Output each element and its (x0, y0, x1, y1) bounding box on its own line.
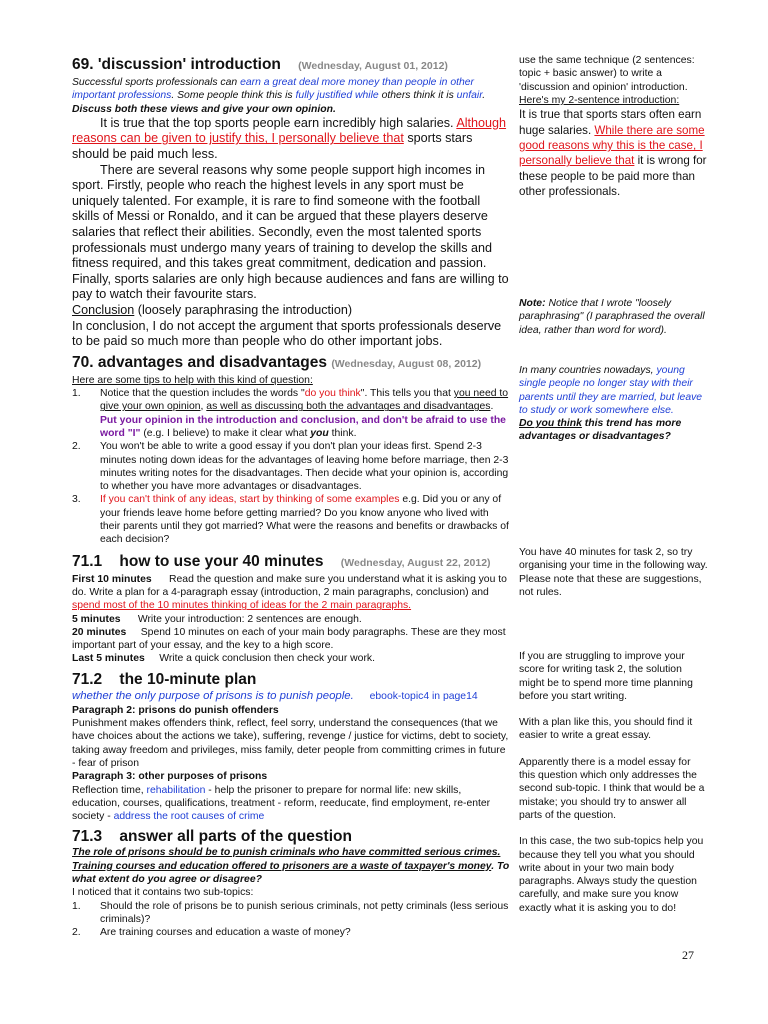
section-71-3-heading: 71.3 answer all parts of the question (72, 828, 352, 846)
tips-list-70 (72, 387, 510, 547)
section-70-heading (72, 353, 510, 374)
time-plan-3: 20 minutes Spend 10 minutes on each of your main body paragraphs. These are they most important part of your essay, and the key to a high score. (72, 626, 506, 652)
question-69-instruction: Discuss both these views and give your own opinion. (72, 103, 336, 115)
conclusion-69-label: Conclusion (loosely paraphrasing the introduction) (72, 303, 353, 318)
time-plan-2: 5 minutes Write your introduction: 2 sentences are enough. (72, 613, 362, 625)
section-71-2-heading: 71.2 the 10-minute plan (72, 670, 257, 688)
page-number: 27 (682, 948, 694, 962)
list-item: 1. Notice that the question includes the words "do you think". This tells you that you need to give your own opinion, as well as discussing both the advantages and disadvantages. Put your opinion in the introduction and conclusion, and don't be afraid to use the word "I" (e.g. I believe) to make it clear what you think. (72, 388, 509, 439)
time-plan-4: Last 5 minutes Write a quick conclusion then check your work. (72, 653, 376, 665)
section-date: (Wednesday, August 22, 2012) (340, 556, 491, 569)
question-69: Successful sports professionals can earn a great deal more money than people in other important professions. Some people think this is fully justified while others think it is unfair. (72, 77, 486, 102)
section-title: 70. advantages and disadvantages (72, 353, 327, 371)
question-71-3: The role of prisons should be to punish criminals who have committed serious crimes. Training courses and education offered to prisoners are a waste of taxpayer's money. To what extent do you agree or disagree? (72, 847, 510, 885)
section-71-1-heading: 71.1 how to use your 40 minutes (Wednesday, August 22, 2012) (72, 552, 491, 570)
intro-69: It is true that the top sports people earn incredibly high salaries. Although reasons can be given to justify this, I personally believe that sports stars should be paid much less. (72, 115, 507, 162)
para2-notes: Punishment makes offenders think, reflect, feel sorry, understand the consequences (that we have choices about the actions we take), suffering, revenge / justice for victims, debt to society, taking away freedom and privileges, miss family, deter people from committing crimes in future - fear of prison (72, 718, 509, 769)
list-item: 3. If you can't think of any ideas, start by thinking of some examples e.g. Did you or any of your friends leave home before getting married? Do you know anyone who lived with their parents until they got married? What were the reasons and benefits or drawbacks of each decision? (72, 494, 509, 546)
side-note-paraphrase: Note: Notice that I wrote "loosely paraphrasing" (I paraphrased the overall idea, rather than word for word). (519, 298, 705, 336)
subtopics-note: I noticed that it contains two sub-topics: (72, 887, 254, 899)
para2-heading: Paragraph 2: prisons do punish offenders (72, 704, 279, 716)
body-69: There are several reasons why some people support high incomes in sport. Firstly, people who reach the highest levels in any sport must be uniquely talented. For example, it is rare to find someone with the football skills of Messi or Ronaldo, and it can be argued that these players deserve salaries that reflect their abilities. Secondly, even the most talented sports professionals must undergo many years of training to develop the skills and fitness required, and this takes great commitment, dedication and passion. Finally, sports salaries are only high because audiences and fans are willing to pay to watch their favourite stars. (72, 162, 509, 302)
para3-notes: Reflection time, rehabilitation - help the prisoner to prepare for normal life: new skills, education, courses, qualifications, treatment - reform, reeducate, find employment, re-enter society - address the root causes of crime (72, 784, 491, 823)
question-71-2: whether the only purpose of prisons is to punish people. ebook-topic4 in page14 (72, 689, 478, 702)
time-plan-1: First 10 minutes Read the question and make sure you understand what it is asking you to do. Write a plan for a 4-paragraph essay (introduction, 2 main paragraphs, conclusion) and spend most of the 10 minutes thinking of ideas for the 2 main paragraphs. (72, 573, 507, 612)
section-date: (Wednesday, August 01, 2012) (298, 60, 448, 72)
list-item: 2. You won't be able to write a good essay if you don't plan your ideas first. Spend 2-3 minutes noting down ideas for the advantages of leaving home before marriage, then 2-3 minutes writing notes for the disadvantages. Then decide what your opinion is, according to whether you have more advantages or disadvantages. (72, 441, 509, 493)
main-column (72, 52, 510, 939)
side-note-plan: If you are struggling to improve your score for writing task 2, the solution might be to spend more time planning before you start writing. With a plan like this, you should find it easier to write a great essay. Apparently there is a model essay for this question which only addresses the second sub-topic. I think that would be a mistake; you should try to answer all parts of the question. In this case, the two sub-topics help you because they tell you what you should write about in your two main body paragraphs. Always study the question carefully, and make sure you know exactly what it is asking you to do! (519, 651, 705, 914)
para3-heading: Paragraph 3: other purposes of prisons (72, 771, 268, 783)
conclusion-69: In conclusion, I do not accept the argument that sports professionals deserve to be paid so much more than people who do other important jobs. (72, 318, 502, 349)
list-item: 2. Are training courses and education a waste of money? (72, 927, 351, 939)
side-note-69: use the same technique (2 sentences: topic + basic answer) to write a 'discussion and opinion' introduction. Here's my 2-sentence introduction: It is true that sports stars often earn huge salaries. While there are some good reasons why this is the case, I personally believe that it is wrong for these people to be paid more than other professionals. (519, 55, 707, 199)
side-question-70: In many countries nowadays, young single people no longer stay with their parents until they are married, but leave to study or work somewhere else. Do you think this trend has more advantages or disadvantages? (519, 365, 703, 443)
tips-70: Here are some tips to help with this kind of question: (72, 374, 313, 386)
side-note-40-minutes: You have 40 minutes for task 2, so try organising your time in the following way. Please note that these are suggestions, not rules. (519, 547, 708, 598)
section-date: (Wednesday, August 08, 2012) (331, 357, 482, 370)
section-title: 69. 'discussion' introduction (72, 56, 281, 73)
subtopics-list (72, 900, 510, 940)
section-69-heading (72, 55, 510, 76)
list-item: 1. Should the role of prisons be to punish serious criminals, not petty criminals (less serious criminals)? (72, 900, 509, 925)
